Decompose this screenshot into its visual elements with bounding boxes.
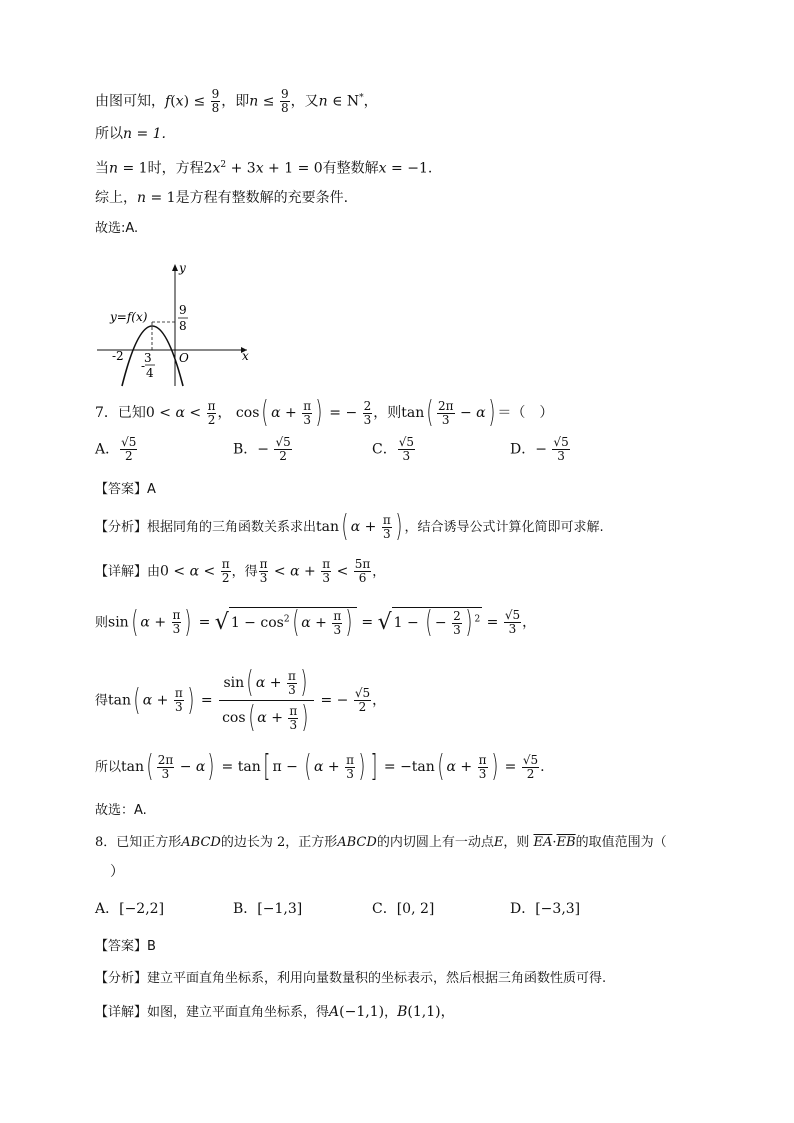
q8-option-c: C．[0, 2] [372, 901, 435, 917]
vertex-x-minus: - [141, 359, 146, 373]
q7-choose: 故选：A. [95, 803, 147, 818]
vertex-x-numerator: 3 [144, 351, 152, 365]
q7-detail-final: 所以tan( $\frac{2\pi}{3}$ − α) = tan[ π − ( α + $\frac{\pi}{3}$ ) ] = −tan( α + $\frac{\pi}{3}$ ) = $\frac{√5}{2}$ . [95, 749, 545, 784]
y-axis-arrow [172, 264, 178, 271]
line-equation: 当n = 1时，方程$2x^2 + 3x + 1 = 0$有整数解x = −1. [95, 160, 433, 177]
y-axis-label: y [179, 261, 186, 275]
q8-analysis: 【分析】建立平面直角坐标系，利用向量数量积的坐标表示，然后根据三角函数性质可得. [95, 971, 607, 986]
vertex-x-denominator: 4 [146, 366, 154, 380]
tick-neg2-label: -2 [112, 349, 124, 363]
q8-answer: 【答案】B [95, 939, 156, 954]
function-graph [95, 258, 255, 388]
q7-option-b: B．− $\frac{√5}{2}$ [233, 435, 291, 463]
q8-option-b: B．[−1,3] [233, 901, 303, 917]
max-value-numerator: 9 [179, 303, 187, 317]
q7-detail-range: 【详解】由0 < α < $\frac{\pi}{2}$ ，得 $\frac{\pi}{3}$ < α + $\frac{\pi}{3}$ < $\frac{5\pi}{6}$ ， [95, 557, 386, 585]
line-so-n: 所以n = 1. [95, 126, 167, 142]
x-axis-label: x [242, 349, 249, 363]
line-conclusion-from-graph: 由图可知，f(x) ≤ $\frac{9}{8}$ ，即n ≤ $\frac{9}{8}$ ，又n ∈ N*， [95, 87, 378, 116]
q7-detail-sin: 则sin( α + $\frac{\pi}{3}$ ) = √ $1 - \cos^2$( α + $\frac{\pi}{3}$ ) = √ 1 − ( − $\frac{2}{3}$ ) $^2$ = $\frac{√5}{3}$ ， [95, 604, 537, 640]
q7-option-a: A． $\frac{√5}{2}$ [95, 435, 137, 463]
q7-analysis: 【分析】根据同角的三角函数关系求出tan( α + $\frac{\pi}{3}$ ) ，结合诱导公式计算化简即可求解. [95, 509, 604, 544]
q8-stem-close: ） [110, 864, 124, 880]
max-value-denominator: 8 [179, 319, 187, 333]
q8-option-d: D．[−3,3] [510, 901, 581, 917]
q8-stem: 8．已知正方形ABCD的边长为 2，正方形ABCD的内切圆上有一动点E，则 $\overline{EA}\cdot\overline{EB}$的取值范围为（ [95, 835, 667, 850]
q7-option-d: D．− $\frac{√5}{3}$ [510, 435, 569, 463]
q7-option-c: C． $\frac{√5}{3}$ [372, 435, 414, 463]
line-summary: 综上，n = 1是方程有整数解的充要条件. [95, 190, 349, 206]
q7-answer: 【答案】A [95, 482, 156, 497]
q8-option-a: A．[−2,2] [95, 901, 165, 917]
origin-label: O [179, 351, 189, 365]
line-choose-a: 故选:A. [95, 221, 139, 236]
q7-stem: 7．已知0 < α < $\frac{\pi}{2}$ ， cos( α + $\frac{\pi}{3}$ ) = − $\frac{2}{3}$ ，则tan( $\frac{2\pi}{3}$ − α) ＝（ ） [95, 395, 554, 430]
curve-label: y=f(x) [110, 310, 148, 324]
q7-detail-tan: 得tan( α + $\frac{\pi}{3}$ ) = sin( α + $\frac{\pi}{3}$ ) cos( α + $\frac{\pi}{3}$ ) = − $\frac{√5}{2}$ ， [95, 665, 387, 735]
q8-detail: 【详解】如图，建立平面直角坐标系，得A(−1,1)，B(1,1)， [95, 1004, 455, 1020]
